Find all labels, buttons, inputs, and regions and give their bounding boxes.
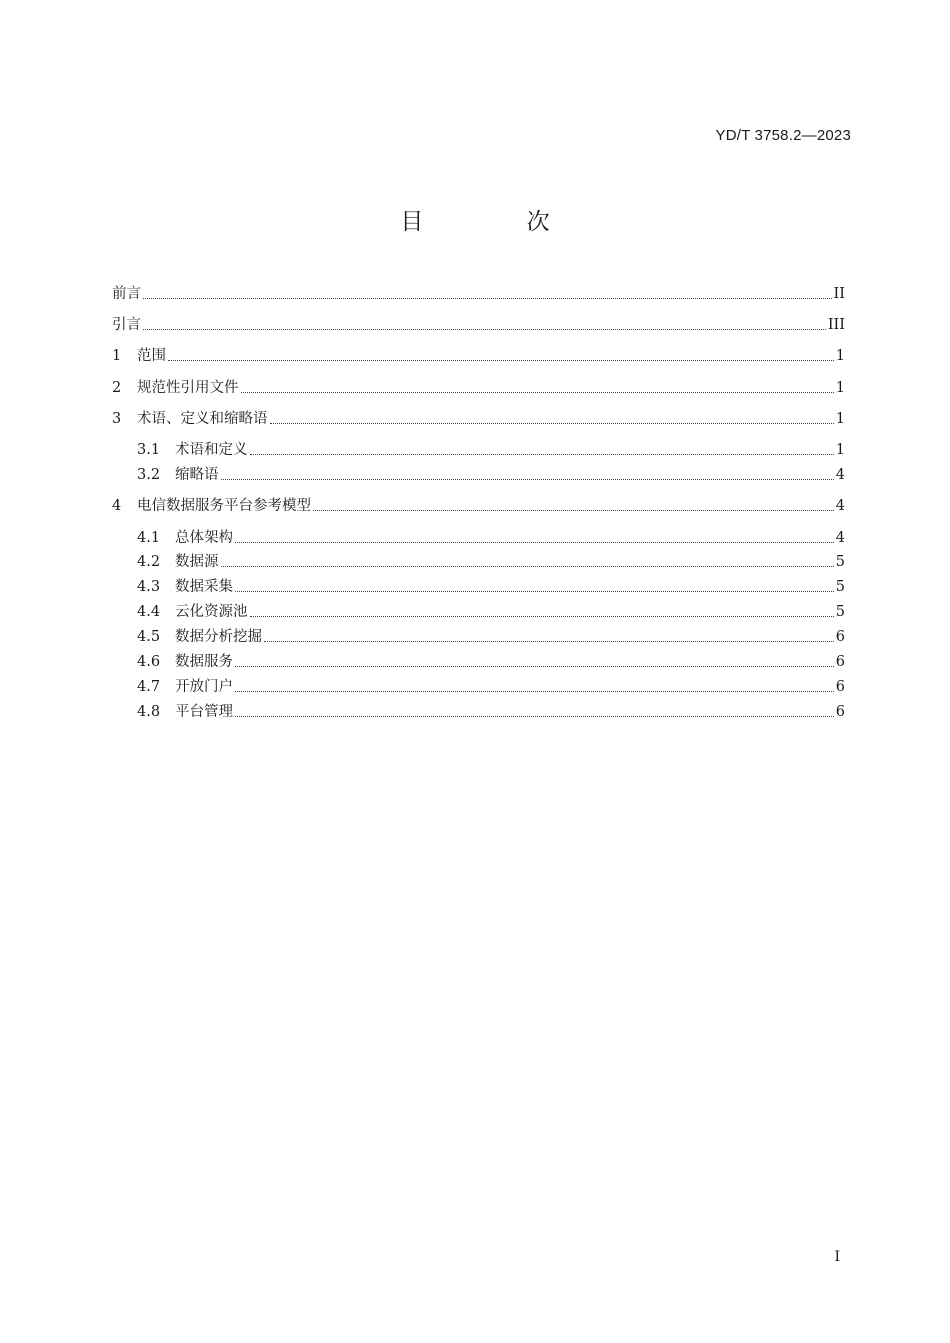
dot-leader <box>250 453 834 455</box>
toc-entry-label: 数据服务 <box>175 654 233 670</box>
toc-entry-page: 6 <box>835 704 845 720</box>
toc-entry-4-2[interactable] <box>137 548 845 572</box>
toc-entry-4-4[interactable] <box>137 598 845 622</box>
toc-entry-introduction[interactable] <box>112 311 845 335</box>
toc-entry-page: 1 <box>835 411 845 427</box>
toc-entry-label: 规范性引用文件 <box>137 380 239 396</box>
toc-entry-page: 4 <box>835 498 845 514</box>
dot-leader <box>143 297 832 299</box>
toc-entry-4-1[interactable] <box>137 524 845 548</box>
toc-entry-number: 3.2 <box>137 467 161 483</box>
toc-entry-4-8[interactable] <box>137 698 845 722</box>
toc-entry-4-5[interactable] <box>137 623 845 647</box>
toc-entry-label: 范围 <box>137 348 166 364</box>
toc-entry-page: II <box>833 286 845 302</box>
dot-leader <box>235 541 834 543</box>
toc-entry-4-3[interactable] <box>137 573 845 597</box>
dot-leader <box>235 715 834 717</box>
dot-leader <box>270 422 834 424</box>
toc-entry-label: 开放门户 <box>175 679 233 695</box>
toc-entry-number: 1 <box>112 348 122 364</box>
toc-entry-label: 数据分析挖掘 <box>175 629 262 645</box>
dot-leader <box>241 391 834 393</box>
toc-entry-label: 数据采集 <box>175 579 233 595</box>
toc-entry-foreword[interactable] <box>112 280 845 304</box>
toc-entry-page: 1 <box>835 442 845 458</box>
toc-entry-4[interactable] <box>112 492 845 516</box>
toc-entry-page: 5 <box>835 604 845 620</box>
toc-entry-page: 6 <box>835 629 845 645</box>
toc-entry-label: 缩略语 <box>175 467 219 483</box>
toc-entry-page: III <box>827 317 845 333</box>
toc-entry-label: 引言 <box>112 317 141 333</box>
toc-entry-number: 4.6 <box>137 654 161 670</box>
toc-entry-page: 6 <box>835 679 845 695</box>
toc-entry-number: 4 <box>112 498 122 514</box>
toc-entry-page: 4 <box>835 530 845 546</box>
toc-entry-1[interactable] <box>112 342 845 366</box>
dot-leader <box>235 665 834 667</box>
toc-entry-label: 云化资源池 <box>175 604 248 620</box>
toc-entry-page: 5 <box>835 554 845 570</box>
dot-leader <box>221 565 834 567</box>
toc-entry-4-7[interactable] <box>137 673 845 697</box>
toc-entry-page: 5 <box>835 579 845 595</box>
toc-entry-label: 电信数据服务平台参考模型 <box>137 498 311 514</box>
dot-leader <box>168 359 834 361</box>
toc-entry-page: 1 <box>835 380 845 396</box>
toc-entry-number: 2 <box>112 380 122 396</box>
toc-entry-label: 数据源 <box>175 554 219 570</box>
toc-entry-number: 4.7 <box>137 679 161 695</box>
dot-leader <box>235 590 834 592</box>
toc-entry-number: 4.2 <box>137 554 161 570</box>
toc-entry-number: 4.3 <box>137 579 161 595</box>
toc-entry-number: 4.5 <box>137 629 161 645</box>
toc-entry-3-2[interactable] <box>137 461 845 485</box>
dot-leader <box>221 478 834 480</box>
toc-entry-label: 前言 <box>112 286 141 302</box>
page-number: I <box>834 1249 840 1265</box>
document-code: YD/T 3758.2—2023 <box>715 127 851 144</box>
toc-entry-4-6[interactable] <box>137 648 845 672</box>
toc-entry-label: 平台管理 <box>175 704 233 720</box>
dot-leader <box>143 328 826 330</box>
toc-entry-label: 总体架构 <box>175 530 233 546</box>
dot-leader <box>313 509 834 511</box>
toc-entry-number: 3.1 <box>137 442 161 458</box>
toc-entry-number: 4.4 <box>137 604 161 620</box>
dot-leader <box>264 640 834 642</box>
toc-entry-page: 4 <box>835 467 845 483</box>
toc-entry-page: 1 <box>835 348 845 364</box>
toc-entry-label: 术语、定义和缩略语 <box>137 411 268 427</box>
toc-entry-2[interactable] <box>112 374 845 398</box>
toc-entry-3-1[interactable] <box>137 436 845 460</box>
toc-entry-number: 3 <box>112 411 122 427</box>
toc-entry-page: 6 <box>835 654 845 670</box>
toc-entry-label: 术语和定义 <box>175 442 248 458</box>
toc-entry-3[interactable] <box>112 405 845 429</box>
toc-entry-number: 4.8 <box>137 704 161 720</box>
dot-leader <box>235 690 834 692</box>
toc-title: 目 次 <box>400 209 598 235</box>
dot-leader <box>250 615 834 617</box>
toc-entry-number: 4.1 <box>137 530 161 546</box>
